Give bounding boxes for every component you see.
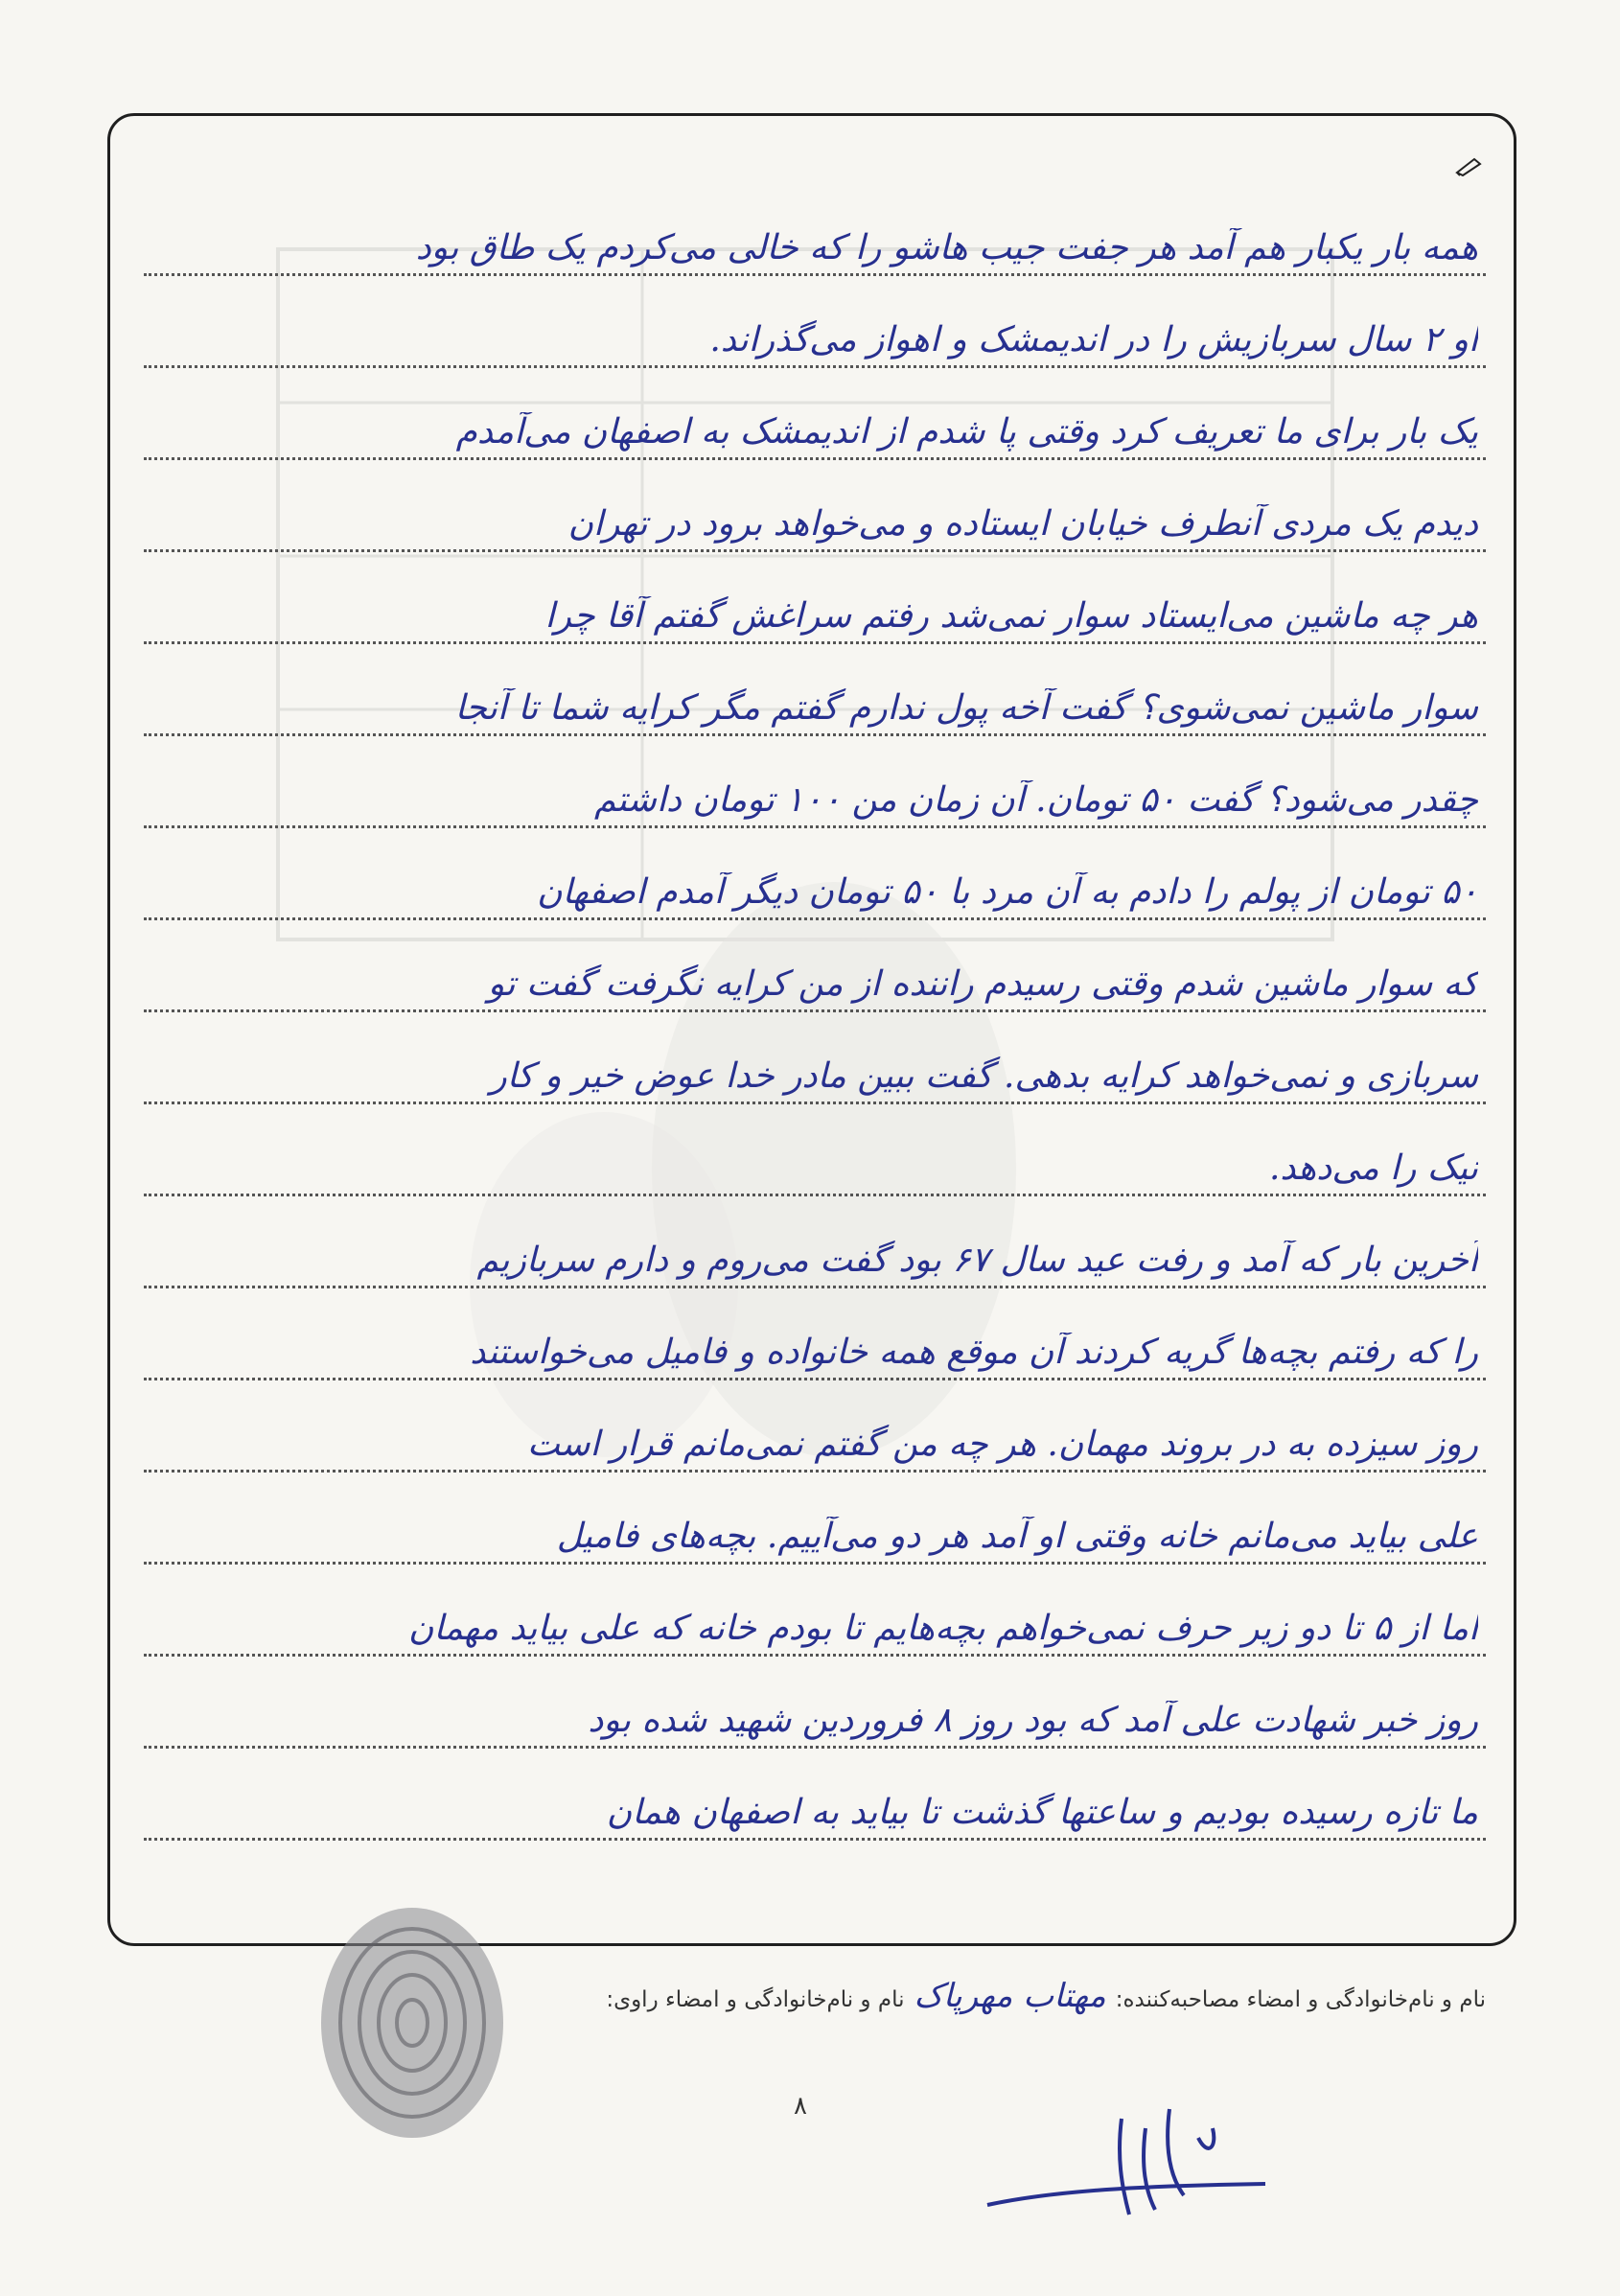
handwritten-text-line: آخرین بار که آمد و رفت عید سال ۶۷ بود گفت می‌روم و دارم سربازیم	[476, 1241, 1478, 1280]
handwritten-text-line: دیدم یک مردی آنطرف خیابان ایستاده و می‌خواهد برود در تهران	[567, 504, 1478, 544]
interviewer-label: نام و نام‌خانوادگی و امضاء مصاحبه‌کننده:	[1115, 1987, 1486, 2012]
fingerprint-stamp	[307, 1898, 518, 2147]
handwritten-text-line: هر چه ماشین می‌ایستاد سوار نمی‌شد رفتم سراغش گفتم آقا چرا	[544, 596, 1478, 636]
handwritten-text-line: نیک را می‌دهد.	[1268, 1148, 1478, 1188]
handwritten-text-line: را که رفتم بچه‌ها گریه کردند آن موقع همه خانواده و فامیل می‌خواستند	[470, 1333, 1478, 1372]
ruled-line	[144, 460, 1486, 552]
ruled-line	[144, 1749, 1486, 1841]
handwritten-text-line: روز خبر شهادت علی آمد که بود روز ۸ فروردین شهید شده بود	[588, 1701, 1478, 1740]
handwritten-text-line: علی بیاید می‌مانم خانه وقتی او آمد هر دو می‌آییم. بچه‌های فامیل	[556, 1517, 1478, 1556]
ruled-line	[144, 1104, 1486, 1196]
pencil-icon	[1455, 155, 1482, 176]
ruled-line	[144, 828, 1486, 920]
ruled-line	[144, 1565, 1486, 1657]
interviewer-signature-name: مهتاب مهرپاک	[914, 1977, 1106, 2015]
ruled-line	[144, 1657, 1486, 1749]
ruled-line	[144, 644, 1486, 736]
handwritten-text-line: سربازی و نمی‌خواهد کرایه بدهی. گفت ببین مادر خدا عوض خیر و کار	[490, 1056, 1478, 1096]
ruled-line	[144, 920, 1486, 1012]
handwritten-text-line: همه بار یکبار هم آمد هر جفت جیب هاشو را که خالی می‌کردم یک طاق بود	[415, 228, 1478, 267]
ruled-line	[144, 184, 1486, 276]
handwritten-text-line: چقدر می‌شود؟ گفت ۵۰ تومان. آن زمان من ۱۰۰ تومان داشتم	[593, 780, 1478, 820]
ruled-line	[144, 1012, 1486, 1104]
handwritten-text-line: اما از ۵ تا دو زیر حرف نمی‌خواهم بچه‌هایم تا بودم خانه که علی بیاید مهمان	[407, 1609, 1478, 1648]
narrator-label: نام و نام‌خانوادگی و امضاء راوی:	[606, 1987, 905, 2012]
handwritten-lines	[144, 184, 1486, 1841]
handwritten-text-line: یک بار برای ما تعریف کرد وقتی پا شدم از اندیمشک به اصفهان می‌آمدم	[455, 412, 1478, 452]
handwritten-text-line: ۵۰ تومان از پولم را دادم به آن مرد با ۵۰ تومان دیگر آمدم اصفهان	[537, 872, 1478, 912]
ruled-line	[144, 1473, 1486, 1565]
handwritten-text-line: که سوار ماشین شدم وقتی رسیدم راننده از من کرایه نگرفت گفت تو	[487, 964, 1478, 1004]
page-number: ۸	[794, 2092, 807, 2121]
ruled-line	[144, 1196, 1486, 1288]
ruled-line	[144, 736, 1486, 828]
ruled-line	[144, 552, 1486, 644]
ruled-line	[144, 1288, 1486, 1380]
ruled-line	[144, 276, 1486, 368]
handwritten-text-line: ما تازه رسیده بودیم و ساعتها گذشت تا بیاید به اصفهان همان	[606, 1793, 1478, 1832]
handwritten-signature	[978, 2099, 1284, 2234]
handwritten-text-line: او ۲ سال سربازیش را در اندیمشک و اهواز می‌گذراند.	[709, 320, 1478, 359]
ruled-line	[144, 368, 1486, 460]
handwritten-text-line: سوار ماشین نمی‌شوی؟ گفت آخه پول ندارم گفتم مگر کرایه شما تا آنجا	[454, 688, 1478, 728]
handwritten-text-line: روز سیزده به در بروند مهمان. هر چه من گفتم نمی‌مانم قرار است	[526, 1425, 1478, 1464]
ruled-line	[144, 1380, 1486, 1473]
